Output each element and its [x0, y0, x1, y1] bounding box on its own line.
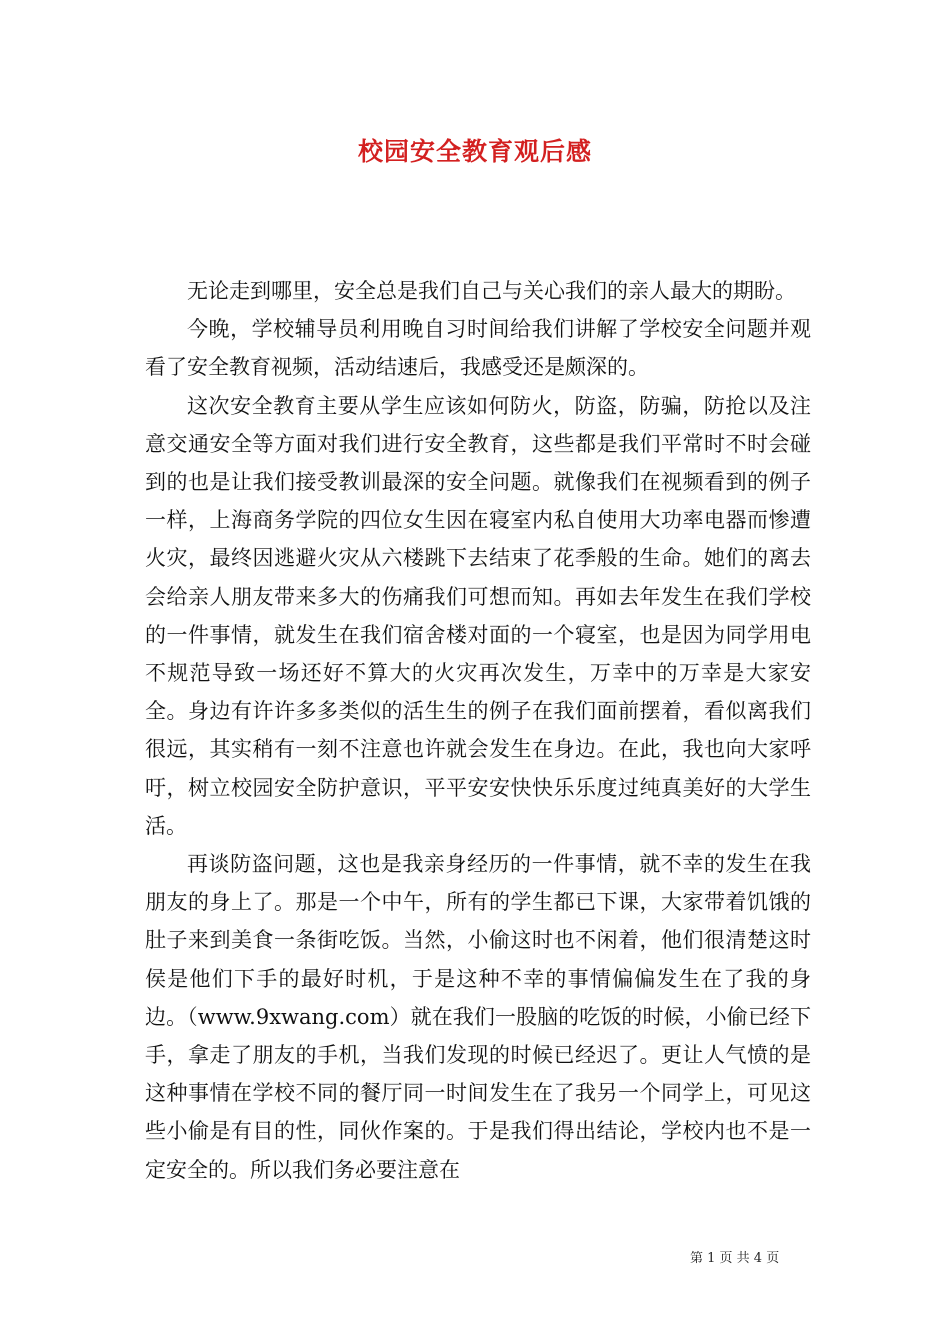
paragraph-4: 再谈防盗问题，这也是我亲身经历的一件事情，就不幸的发生在我朋友的身上了。那是一个中午，所有的学生都已下课，大家带着饥饿的肚子来到美食一条街吃饭。当然，小偷这时也不闲着，他们很清楚这时侯是他们下手的最好时机，于是这种不幸的事情偏偏发生在了我的身边。（www.9xwang.com）就在我们一股脑的吃饭的时候，小偷已经下手，拿走了朋友的手机，当我们发现的时候已经迟了。更让人气愤的是这种事情在学校不同的餐厅同一时间发生在了我另一个同学上，可见这些小偷是有目的性，同伙作案的。于是我们得出结论，学校内也不是一定安全的。所以我们务必要注意在: [145, 852, 811, 1182]
paragraph-3: 这次安全教育主要从学生应该如何防火，防盗，防骗，防抢以及注意交通安全等方面对我们进行安全教育，这些都是我们平常时不时会碰到的也是让我们接受教训最深的安全问题。就像我们在视频看到的例子一样，上海商务学院的四位女生因在寝室内私自使用大功率电器而惨遭火灾，最终因逃避火灾从六楼跳下去结束了花季般的生命。她们的离去会给亲人朋友带来多大的伤痛我们可想而知。再如去年发生在我们学校的一件事情，就发生在我们宿舍楼对面的一个寝室，也是因为同学用电不规范导致一场还好不算大的火灾再次发生，万幸中的万幸是大家安全。身边有许许多多类似的活生生的例子在我们面前摆着，看似离我们很远，其实稍有一刻不注意也许就会发生在身边。在此，我也向大家呼吁，树立校园安全防护意识，平平安安快快乐乐度过纯真美好的大学生活。: [145, 393, 811, 838]
document-title: 校园安全教育观后感: [357, 137, 592, 166]
paragraph-2: 今晚，学校辅导员利用晚自习时间给我们讲解了学校安全问题并观看了安全教育视频，活动结速后，我感受还是颇深的。: [145, 317, 811, 380]
document-body: [145, 272, 811, 1189]
page-number: 第 1 页 共 4 页: [690, 1251, 780, 1266]
paragraph-1: 无论走到哪里，安全总是我们自己与关心我们的亲人最大的期盼。: [187, 279, 796, 303]
